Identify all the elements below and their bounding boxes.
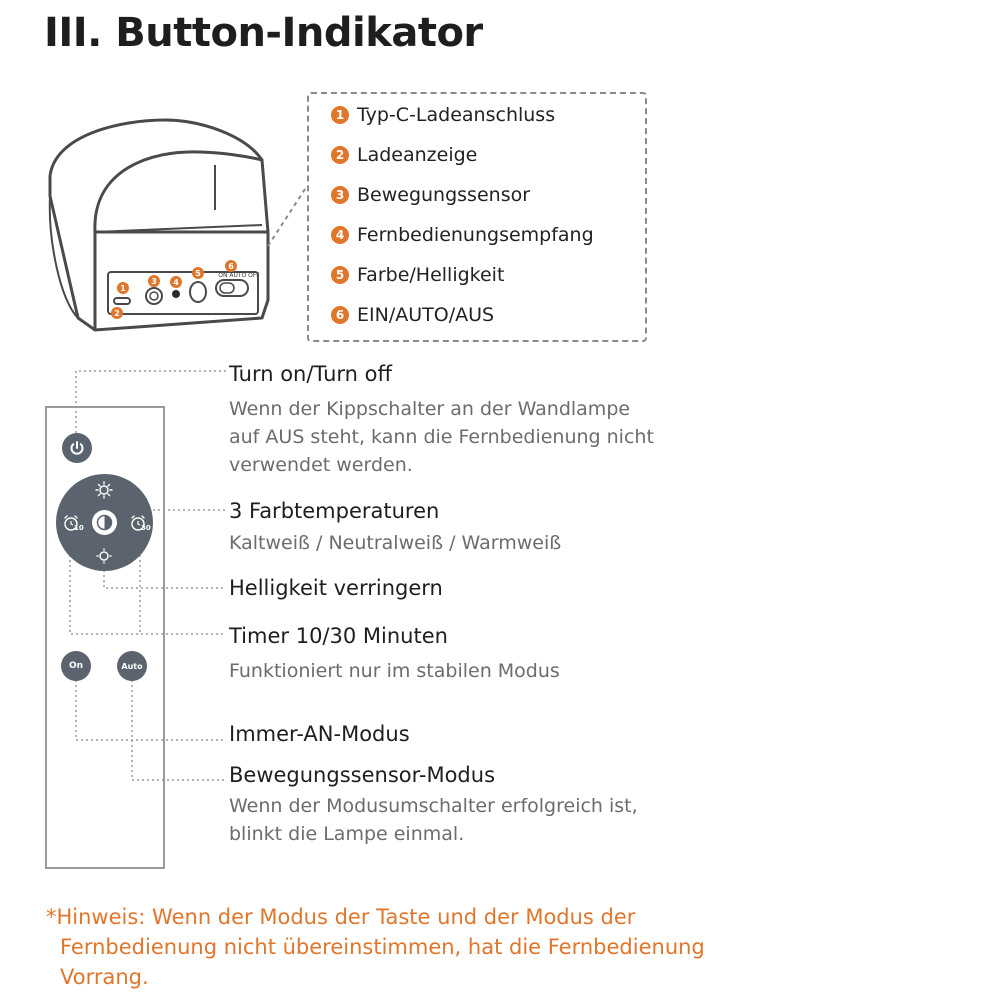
function-motion-label: Bewegungssensor-Modus (229, 763, 496, 787)
lamp-marker-6-label: 6 (228, 262, 234, 271)
lamp-marker-5-label: 5 (195, 269, 201, 278)
wall-lamp-illustration (50, 120, 268, 330)
desc-line: Wenn der Modusumschalter erfolgreich ist, (229, 795, 638, 817)
function-timer-label: Timer 10/30 Minuten (229, 624, 448, 648)
function-always-on-label: Immer-AN-Modus (229, 722, 410, 746)
function-power-desc (229, 395, 654, 479)
sun-icon (95, 481, 113, 499)
legend-item (331, 224, 594, 246)
legend-label: Bewegungssensor (357, 184, 531, 206)
color-temp-button[interactable] (92, 510, 117, 535)
legend-number: 5 (331, 266, 349, 284)
function-color-temp-label: 3 Farbtemperaturen (229, 499, 440, 523)
auto-button[interactable] (117, 651, 147, 681)
switch-label: ON AUTO OFF (218, 272, 260, 279)
lamp-marker-2-label: 2 (114, 309, 120, 318)
timer-30-button[interactable] (127, 512, 149, 534)
legend-number: 4 (331, 226, 349, 244)
sun-dim-icon (95, 547, 113, 565)
power-button[interactable] (62, 433, 92, 463)
legend-label: Fernbedienungsempfang (357, 224, 594, 246)
legend-label: Ladeanzeige (357, 144, 478, 166)
lamp-marker-3-label: 3 (151, 277, 157, 286)
lamp-marker-4-label: 4 (173, 278, 179, 287)
color-temp-icon (96, 514, 113, 531)
desc-line: blinkt die Lampe einmal. (229, 823, 465, 845)
note (46, 902, 705, 992)
function-brightness-label: Helligkeit verringern (229, 576, 443, 600)
page-title: III. Button-Indikator (44, 10, 483, 56)
legend-label: Farbe/Helligkeit (357, 264, 505, 286)
on-button-label: On (68, 661, 84, 671)
desc-line: verwendet werden. (229, 454, 413, 476)
timer-30-badge: 30 (141, 524, 151, 532)
on-button[interactable] (61, 651, 91, 681)
lamp-marker-group (111, 260, 237, 319)
function-timer-desc: Funktioniert nur im stabilen Modus (229, 660, 560, 682)
control-dial (56, 474, 153, 571)
function-color-temp-desc: Kaltweiß / Neutralweiß / Warmweiß (229, 532, 562, 554)
device-legend (307, 92, 647, 342)
brightness-up-button[interactable] (94, 480, 114, 500)
note-line: *Hinweis: Wenn der Modus der Taste und der Modus der (46, 905, 636, 929)
legend-label: Typ-C-Ladeanschluss (357, 104, 556, 126)
power-icon (68, 439, 86, 457)
legend-item (331, 264, 504, 286)
legend-number: 3 (331, 186, 349, 204)
legend-label: EIN/AUTO/AUS (357, 304, 495, 326)
lamp-marker-1-label: 1 (120, 284, 126, 293)
legend-number: 6 (331, 306, 349, 324)
function-power-label: Turn on/Turn off (229, 362, 392, 386)
legend-item (331, 304, 494, 326)
remote-connectors (70, 371, 226, 780)
desc-line: auf AUS steht, kann die Fernbedienung nicht (229, 426, 654, 448)
desc-line: Wenn der Kippschalter an der Wandlampe (229, 398, 631, 420)
legend-item (331, 184, 530, 206)
timer-10-badge: 10 (74, 524, 84, 532)
legend-item (331, 104, 555, 126)
function-motion-desc (229, 792, 638, 848)
note-line: Fernbedienung nicht übereinstimmen, hat die Fernbedienung (60, 935, 705, 959)
timer-10-button[interactable] (60, 512, 82, 534)
brightness-down-button[interactable] (94, 546, 114, 566)
legend-connector (268, 186, 307, 246)
note-line: Vorrang. (60, 965, 149, 989)
legend-item (331, 144, 477, 166)
legend-number: 1 (331, 106, 349, 124)
legend-number: 2 (331, 146, 349, 164)
auto-button-label: Auto (121, 661, 143, 671)
